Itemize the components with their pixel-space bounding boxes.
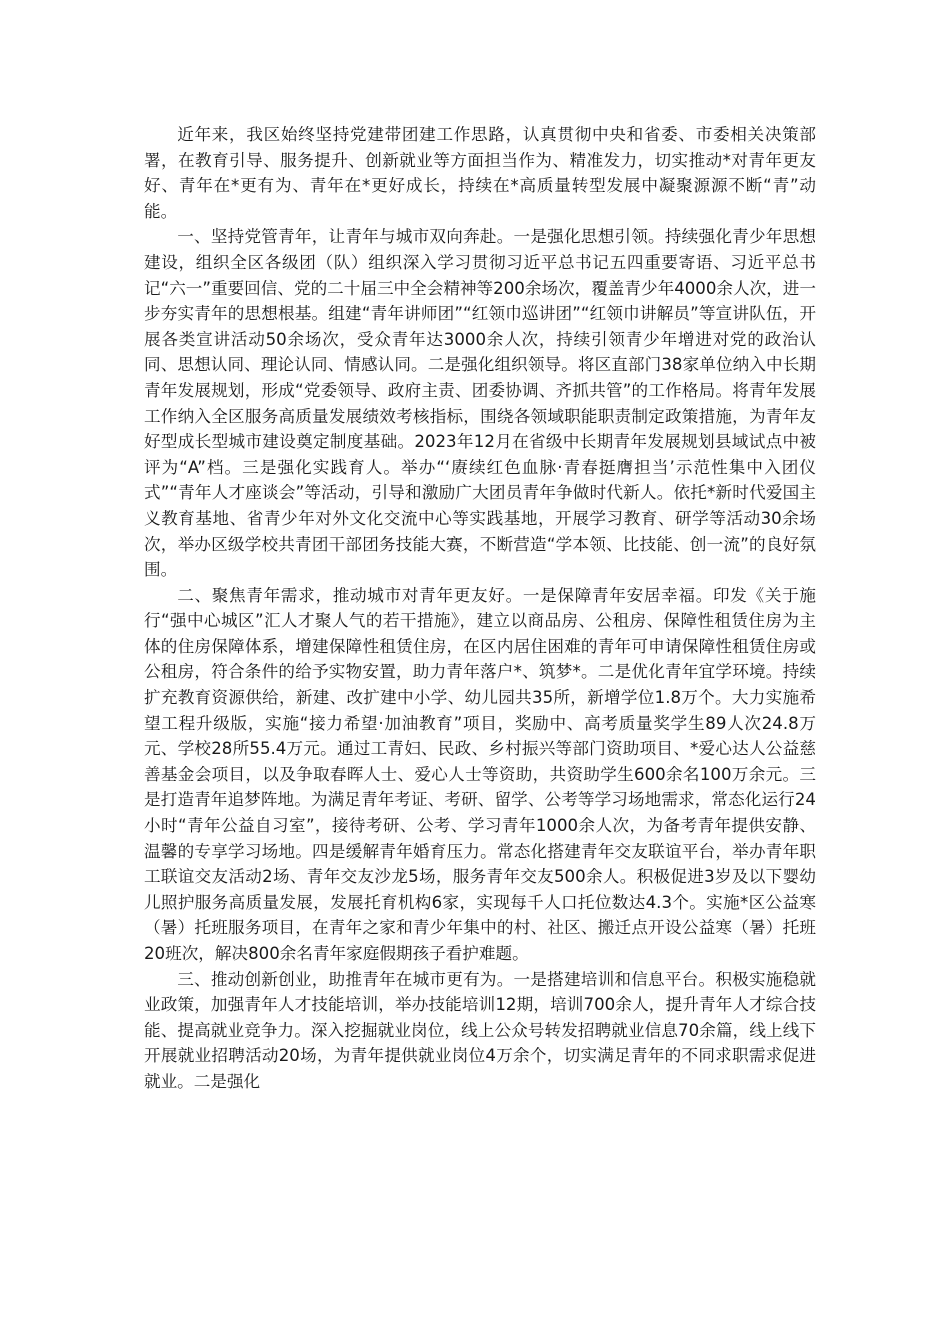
paragraph-section-three: 三、推动创新创业，助推青年在城市更有为。一是搭建培训和信息平台。积极实施稳就业政策，加强青年人才技能培训，举办技能培训12期，培训700余人，提升青年人才综合技能、提高就业竞争力。深入挖掘就业岗位，线上公众号转发招聘就业信息70余篇，线上线下开展就业招聘活动20场，为青年提供就业岗位4万余个，切实满足青年的不同求职需求促进就业。二是强化 bbox=[144, 969, 816, 1091]
document-page bbox=[144, 122, 816, 1095]
paragraph-section-two: 二、聚焦青年需求，推动城市对青年更友好。一是保障青年安居幸福。印发《关于施行“强中心城区”汇人才聚人气的若干措施》，建立以商品房、公租房、保障性租赁住房为主体的住房保障体系，增建保障性租赁住房，在区内居住困难的青年可申请保障性租赁住房或公租房，符合条件的给予实物安置，助力青年落户*、筑梦*。二是优化青年宜学环境。持续扩充教育资源供给，新建、改扩建中小学、幼儿园共35所，新增学位1.8万个。大力实施希望工程升级版，实施“接力希望·加油教育”项目，奖励中、高考质量奖学生89人次24.8万元、学校28所55.4万元。通过工青妇、民政、乡村振兴等部门资助项目、*爱心达人公益慈善基金会项目，以及争取春晖人士、爱心人士等资助，共资助学生600余名100万余元。三是打造青年追梦阵地。为满足青年考证、考研、留学、公考等学习场地需求，常态化运行24小时“青年公益自习室”，接待考研、公考、学习青年1000余人次，为备考青年提供安静、温馨的专享学习场地。四是缓解青年婚育压力。常态化搭建青年交友联谊平台，举办青年职工联谊交友活动2场、青年交友沙龙5场，服务青年交友500余人。积极促进3岁及以下婴幼儿照护服务高质量发展，发展托育机构6家，实现每千人口托位数达4.3个。实施*区公益寒（暑）托班服务项目，在青年之家和青少年集中的村、社区、搬迁点开设公益寒（暑）托班20班次，解决800余名青年家庭假期孩子看护难题。 bbox=[144, 585, 816, 963]
paragraph-section-one: 一、坚持党管青年，让青年与城市双向奔赴。一是强化思想引领。持续强化青少年思想建设，组织全区各级团（队）组织深入学习贯彻习近平总书记五四重要寄语、习近平总书记“六一”重要回信、党的二十届三中全会精神等200余场次，覆盖青少年4000余人次，进一步夯实青年的思想根基。组建“青年讲师团”“红领巾巡讲团”“红领巾讲解员”等宣讲队伍，开展各类宣讲活动50余场次，受众青年达3000余人次，持续引领青少年增进对党的政治认同、思想认同、理论认同、情感认同。二是强化组织领导。将区直部门38家单位纳入中长期青年发展规划，形成“党委领导、政府主责、团委协调、齐抓共管”的工作格局。将青年发展工作纳入全区服务高质量发展绩效考核指标，围绕各领域职能职责制定政策措施，为青年友好型成长型城市建设奠定制度基础。2023年12月在省级中长期青年发展规划县域试点中被评为“A”档。三是强化实践育人。举办“‘赓续红色血脉·青春挺膺担当’示范性集中入团仪式”“青年人才座谈会”等活动，引导和激励广大团员青年争做时代新人。依托*新时代爱国主义教育基地、省青少年对外文化交流中心等实践基地，开展学习教育、研学等活动30余场次，举办区级学校共青团干部团务技能大赛，不断营造“学本领、比技能、创一流”的良好氛围。 bbox=[144, 227, 816, 580]
paragraph-intro: 近年来，我区始终坚持党建带团建工作思路，认真贯彻中央和省委、市委相关决策部署，在教育引导、服务提升、创新就业等方面担当作为、精准发力，切实推动*对青年更友好、青年在*更有为、青年在*更好成长，持续在*高质量转型发展中凝聚源源不断“青”动能。 bbox=[144, 125, 816, 221]
